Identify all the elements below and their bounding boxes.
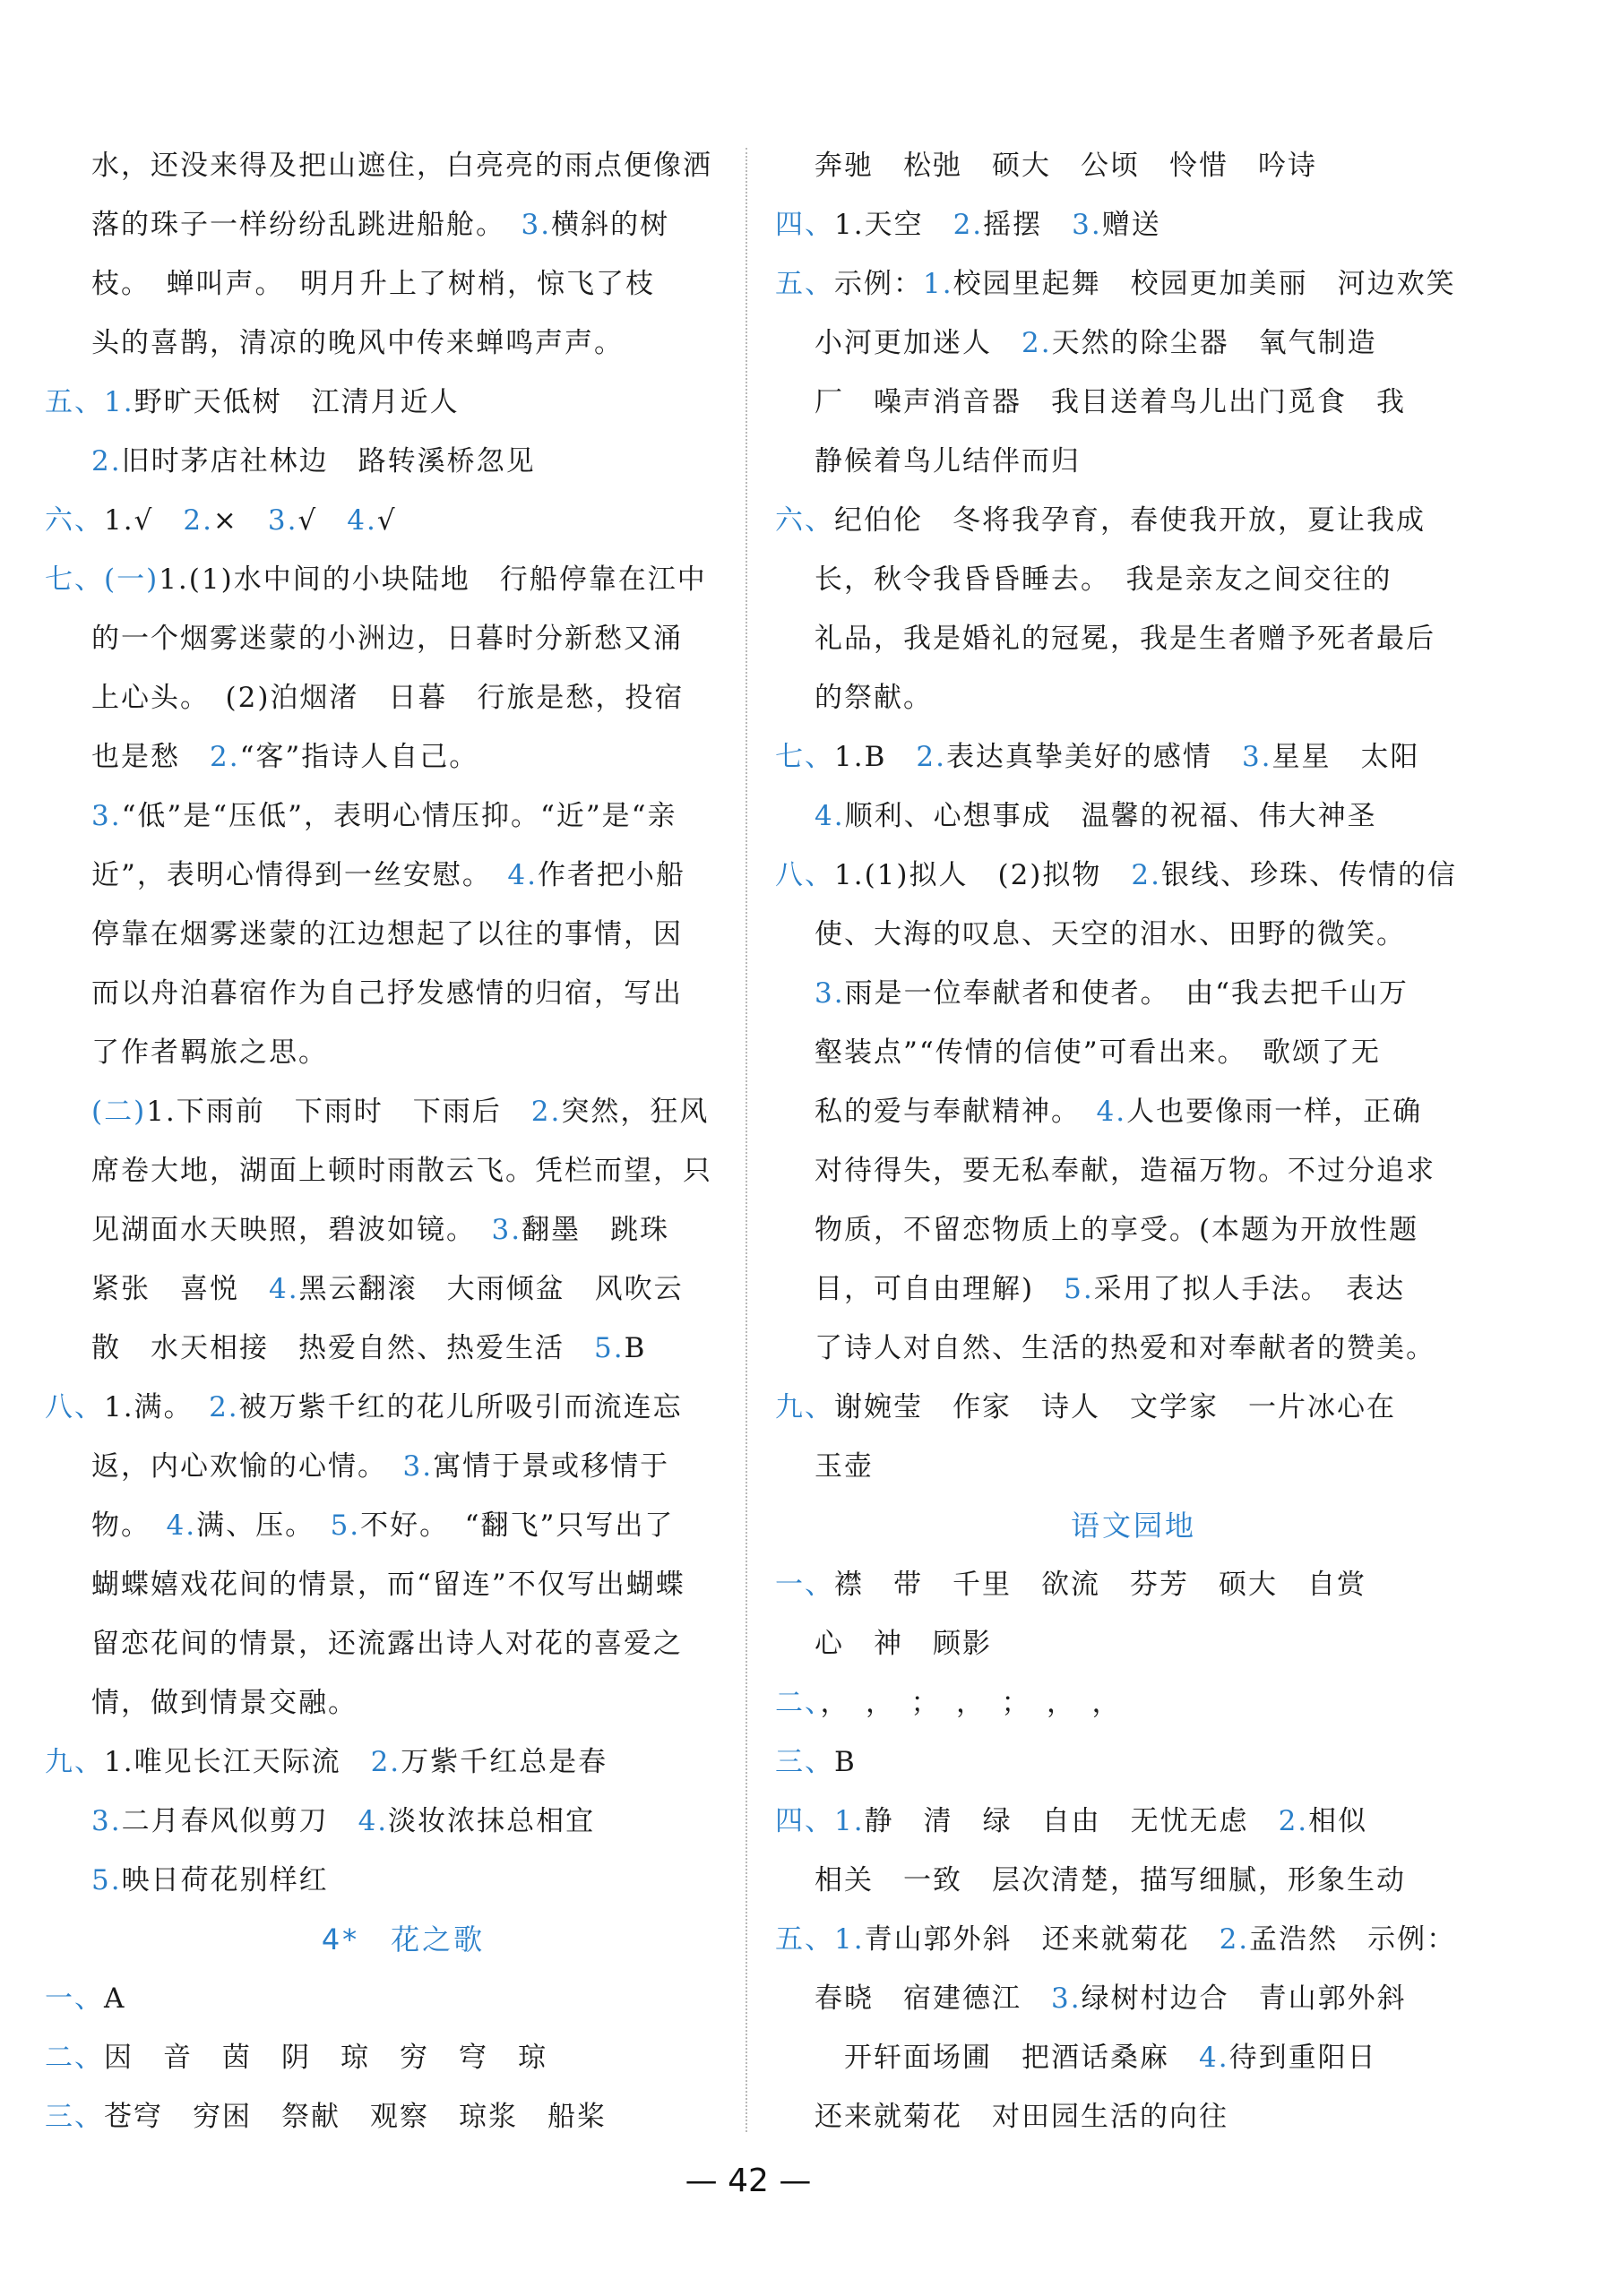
question-number: 二、 [45, 2042, 104, 2074]
answer-line [775, 2087, 1492, 2146]
question-number: 七、(一) [45, 563, 159, 596]
question-number: 2. [916, 741, 946, 773]
answer-text: 淡妆浓抹总相宜 [388, 1805, 596, 1837]
answer-text: 谢婉莹 作家 诗人 文学家 一片冰心在 [834, 1391, 1396, 1423]
answer-line [45, 1023, 762, 1082]
answer-text: 示例： [834, 268, 923, 300]
question-number: 3. [91, 800, 122, 832]
question-number: (二) [91, 1096, 147, 1128]
answer-line [775, 905, 1492, 964]
question-number: 七、 [775, 741, 834, 773]
answer-line [775, 1555, 1492, 1614]
section-heading [45, 1910, 762, 1969]
answer-text: 目，可自由理解) [815, 1273, 1065, 1305]
answer-text: 开轩面场圃 把酒话桑麻 [815, 2042, 1199, 2074]
answer-text: 1.唯见长江天际流 [104, 1746, 371, 1778]
answer-line [45, 491, 762, 550]
answer-text: × [212, 504, 268, 537]
answer-line [775, 1969, 1492, 2028]
question-number: 4. [507, 859, 538, 891]
answer-line [775, 1023, 1492, 1082]
answer-text: 校园里起舞 校园更加美丽 河边欢笑 [953, 268, 1456, 300]
answer-text: 也是愁 [91, 741, 210, 773]
answer-text: 摇摆 [983, 209, 1073, 241]
answer-line [775, 787, 1492, 846]
question-number: 4. [1096, 1096, 1127, 1128]
answer-text: 襟 带 千里 欲流 芬芳 硕大 自赏 [834, 1569, 1366, 1601]
question-number: 2. [953, 209, 984, 241]
answer-line [45, 1851, 762, 1910]
answer-line [775, 609, 1492, 668]
answer-line [45, 727, 762, 787]
question-number: 3. [491, 1214, 522, 1246]
answer-text: 被万紫千红的花儿所吸引而流连忘 [238, 1391, 683, 1423]
answer-text: 奔驰 松弛 硕大 公顷 怜惜 吟诗 [815, 150, 1317, 182]
answer-text: 物。 [91, 1509, 167, 1542]
answer-line [45, 846, 762, 905]
answer-text: 上心头。 (2)泊烟渚 日暮 行旅是愁，投宿 [91, 682, 685, 714]
answer-text: 相似 [1308, 1805, 1368, 1837]
answer-text: 了诗人对自然、生活的热爱和对奉献者的赞美。 [815, 1332, 1435, 1364]
answer-text: 黑云翻滚 大雨倾盆 风吹云 [298, 1273, 684, 1305]
answer-line [45, 195, 762, 254]
answer-line [775, 1082, 1492, 1141]
question-number: 三、 [45, 2101, 104, 2133]
answer-text: 映日荷花别样红 [121, 1864, 329, 1896]
answer-line [45, 1614, 762, 1673]
question-number: 五、1. [775, 1923, 865, 1956]
answer-line [775, 846, 1492, 905]
answer-text: A [104, 1982, 126, 2015]
answer-text: √ [376, 504, 397, 537]
answer-text: 留恋花间的情景，还流露出诗人对花的喜爱之 [91, 1628, 683, 1660]
answer-line [45, 432, 762, 491]
question-number: 四、1. [775, 1805, 865, 1837]
answer-line [45, 1378, 762, 1437]
answer-text: 天然的除尘器 氧气制造 [1051, 327, 1377, 359]
answer-line [45, 550, 762, 609]
question-number: 2. [209, 1391, 239, 1423]
answer-text: 头的喜鹊，清凉的晚风中传来蝉鸣声声。 [91, 327, 624, 359]
question-number: 4. [1199, 2042, 1229, 2074]
question-number: 2. [183, 504, 213, 537]
answer-line [45, 254, 762, 314]
answer-text: 1.天空 [834, 209, 953, 241]
answer-text: 心 神 顾影 [815, 1628, 992, 1660]
answer-line [45, 1792, 762, 1851]
answer-line [45, 905, 762, 964]
answer-text: 采用了拟人手法。 表达 [1093, 1273, 1406, 1305]
answer-text: 了作者羁旅之思。 [91, 1036, 328, 1069]
right-column [775, 136, 1492, 2146]
answer-text: 的一个烟雾迷蒙的小洲边，日暮时分新愁又涌 [91, 623, 683, 655]
answer-text: 紧张 喜悦 [91, 1273, 269, 1305]
answer-text: 壑装点”“传情的信使”可看出来。 歌颂了无 [815, 1036, 1382, 1069]
answer-text: 1.下雨前 下雨时 下雨后 [146, 1096, 531, 1128]
question-number: 4. [166, 1509, 197, 1542]
answer-text: 寓情于景或移情于 [433, 1450, 670, 1483]
answer-text: 礼品，我是婚礼的冠冕，我是生者赠予死者最后 [815, 623, 1435, 655]
column-divider [746, 148, 747, 2132]
answer-text: 旧时茅店社林边 路转溪桥忽见 [121, 445, 536, 477]
answer-line [775, 668, 1492, 727]
question-number: 2. [91, 445, 122, 477]
question-number: 六、 [45, 504, 104, 537]
answer-line [45, 1437, 762, 1496]
question-number: 5. [594, 1332, 625, 1364]
question-number: 4. [269, 1273, 299, 1305]
answer-line [775, 1910, 1492, 1969]
question-number: 3. [815, 977, 845, 1010]
answer-line [45, 609, 762, 668]
answer-text: 绿树村边合 青山郭外斜 [1081, 1982, 1407, 2015]
answer-line [775, 491, 1492, 550]
answer-text: 而以舟泊暮宿作为自己抒发感情的归宿，写出 [91, 977, 683, 1010]
answer-line [45, 1969, 762, 2028]
answer-text: 见湖面水天映照，碧波如镜。 [91, 1214, 492, 1246]
answer-line [775, 550, 1492, 609]
question-number: 一、 [45, 1982, 104, 2015]
answer-line [45, 2087, 762, 2146]
answer-text: 停靠在烟雾迷蒙的江边想起了以往的事情，因 [91, 918, 683, 950]
question-number: 3. [267, 504, 298, 537]
answer-text: “低”是“压低”，表明心情压抑。“近”是“亲 [121, 800, 677, 832]
answer-text: 使、大海的叹息、天空的泪水、田野的微笑。 [815, 918, 1406, 950]
answer-line [775, 254, 1492, 314]
answer-text: 返，内心欢愉的心情。 [91, 1450, 403, 1483]
answer-text: 落的珠子一样纷纷乱跳进船舱。 [91, 209, 522, 241]
question-number: 三、 [775, 1746, 834, 1778]
question-number: 一、 [775, 1569, 834, 1601]
answer-line [775, 136, 1492, 195]
question-number: 5. [1064, 1273, 1094, 1305]
question-number: 2. [1278, 1805, 1309, 1837]
question-number: 4. [358, 1805, 389, 1837]
answer-line [45, 1082, 762, 1141]
question-number: 九、 [775, 1391, 834, 1423]
answer-text: 长，秋令我昏昏睡去。 我是亲友之间交往的 [815, 563, 1392, 596]
answer-line [45, 314, 762, 373]
answer-text: 横斜的树 [551, 209, 670, 241]
question-number: 2. [210, 741, 240, 773]
answer-line [45, 1555, 762, 1614]
question-number: 2. [1131, 859, 1161, 891]
answer-line [45, 1141, 762, 1200]
answer-line [45, 1733, 762, 1792]
question-number: 4. [815, 800, 845, 832]
answer-text: 青山郭外斜 还来就菊花 [864, 1923, 1220, 1956]
answer-text: 翻墨 跳珠 [522, 1214, 670, 1246]
answer-line [45, 1260, 762, 1319]
answer-text: 的祭献。 [815, 682, 933, 714]
answer-text: 私的爱与奉献精神。 [815, 1096, 1097, 1128]
question-number: 2. [530, 1096, 562, 1128]
answer-text: 纪伯伦 冬将我孕育，春使我开放，夏让我成 [834, 504, 1426, 537]
answer-text: 1.B [834, 741, 917, 773]
answer-text: 满、压。 [196, 1509, 331, 1542]
question-number: 二、 [775, 1687, 821, 1719]
answer-text: 枝。 蝉叫声。 明月升上了树梢，惊飞了枝 [91, 268, 655, 300]
answer-text: 水，还没来得及把山遮住，白亮亮的雨点便像洒 [91, 150, 712, 182]
answer-text: 还来就菊花 对田园生活的向往 [815, 2101, 1228, 2133]
answer-text: 野旷天低树 江清月近人 [134, 386, 460, 418]
answer-text: 静候着鸟儿结伴而归 [815, 445, 1081, 477]
question-number: 四、 [775, 209, 834, 241]
answer-text: 静 清 绿 自由 无忧无虑 [864, 1805, 1279, 1837]
answer-line [45, 373, 762, 432]
answer-text: 小河更加迷人 [815, 327, 1022, 359]
answer-line [775, 314, 1492, 373]
page-number: — 42 — [685, 2163, 812, 2199]
answer-line [775, 1673, 1492, 1733]
answer-line [775, 1733, 1492, 1792]
answer-line [775, 1614, 1492, 1673]
answer-line [45, 1496, 762, 1555]
answer-line [775, 195, 1492, 254]
question-number: 3. [402, 1450, 434, 1483]
answer-text: 苍穹 穷困 祭献 观察 琼浆 船桨 [104, 2101, 607, 2133]
answer-text: 雨是一位奉献者和使者。 由“我去把千山万 [844, 977, 1409, 1010]
answer-text: 赠送 [1101, 209, 1161, 241]
answer-line [775, 1319, 1492, 1378]
answer-line [45, 787, 762, 846]
answer-line [775, 1378, 1492, 1437]
answer-text: 因 音 茵 阴 琼 穷 穹 琼 [104, 2042, 547, 2074]
question-number: 八、 [45, 1391, 104, 1423]
question-number: 五、 [775, 268, 834, 300]
answer-text: 1.(1)拟人 (2)拟物 [834, 859, 1132, 891]
answer-text: 表达真挚美好的感情 [945, 741, 1242, 773]
answer-text: 星星 太阳 [1271, 741, 1420, 773]
answer-text: 相关 一致 层次清楚，描写细腻，形象生动 [815, 1864, 1406, 1896]
question-number: 2. [1022, 327, 1052, 359]
answer-text: 厂 噪声消音器 我目送着鸟儿出门觅食 我 [815, 386, 1406, 418]
answer-text: 不好。 “翻飞”只写出了 [360, 1509, 675, 1542]
answer-line [45, 2028, 762, 2087]
answer-text: 作者把小船 [537, 859, 685, 891]
answer-line [775, 727, 1492, 787]
question-number: 九、 [45, 1746, 104, 1778]
question-number: 六、 [775, 504, 834, 537]
answer-text: 万紫千红总是春 [401, 1746, 608, 1778]
answer-text: B [834, 1746, 857, 1778]
answer-text: ， ， ； ， ； ， ， [820, 1687, 1122, 1719]
question-number: 1. [923, 268, 953, 300]
answer-text: 4* 花之歌 [321, 1922, 486, 1956]
answer-text: 顺利、心想事成 温馨的祝福、伟大神圣 [844, 800, 1377, 832]
answer-text: 1.√ [104, 504, 184, 537]
question-number: 3. [521, 209, 552, 241]
answer-text: 对待得失，要无私奉献，造福万物。不过分追求 [815, 1155, 1435, 1187]
answer-text: 突然，狂风 [561, 1096, 710, 1128]
answer-line [45, 1200, 762, 1260]
question-number: 5. [91, 1864, 122, 1896]
answer-line [45, 136, 762, 195]
answer-line [775, 964, 1492, 1023]
question-number: 5. [330, 1509, 361, 1542]
answer-line [775, 1437, 1492, 1496]
answer-line [775, 1851, 1492, 1910]
answer-text: 孟浩然 示例： [1249, 1923, 1457, 1956]
answer-text: 蝴蝶嬉戏花间的情景，而“留连”不仅写出蝴蝶 [91, 1569, 685, 1601]
answer-line [775, 1260, 1492, 1319]
answer-text: 待到重阳日 [1228, 2042, 1377, 2074]
answer-text: √ [297, 504, 348, 537]
answer-line [45, 1319, 762, 1378]
answer-line [775, 1200, 1492, 1260]
answer-text: B [624, 1332, 647, 1364]
question-number: 3. [1051, 1982, 1082, 2015]
answer-text: 散 水天相接 热爱自然、热爱生活 [91, 1332, 594, 1364]
answer-line [775, 2028, 1492, 2087]
question-number: 2. [370, 1746, 401, 1778]
answer-text: 人也要像雨一样，正确 [1126, 1096, 1423, 1128]
answer-text: 银线、珍珠、传情的信 [1160, 859, 1457, 891]
answer-line [775, 373, 1492, 432]
question-number: 4. [347, 504, 377, 537]
answer-line [775, 1792, 1492, 1851]
question-number: 2. [1219, 1923, 1250, 1956]
answer-line [775, 432, 1492, 491]
answer-text: 1.满。 [104, 1391, 210, 1423]
answer-text: “客”指诗人自己。 [239, 741, 479, 773]
answer-text: 春晓 宿建德江 [815, 1982, 1051, 2015]
answer-text: 玉壶 [815, 1450, 874, 1483]
answer-text: 语文园地 [1070, 1509, 1196, 1543]
answer-line [45, 1673, 762, 1733]
question-number: 五、1. [45, 386, 134, 418]
question-number: 3. [91, 1805, 122, 1837]
answer-text: 近”，表明心情得到一丝安慰。 [91, 859, 508, 891]
question-number: 3. [1241, 741, 1272, 773]
answer-text: 物质，不留恋物质上的享受。(本题为开放性题 [815, 1214, 1419, 1246]
section-heading [775, 1496, 1492, 1555]
answer-text: 情，做到情景交融。 [91, 1687, 358, 1719]
answer-line [45, 668, 762, 727]
question-number: 3. [1072, 209, 1102, 241]
question-number: 八、 [775, 859, 834, 891]
left-column [45, 136, 762, 2146]
answer-text: 席卷大地，湖面上顿时雨散云飞。凭栏而望，只 [91, 1155, 712, 1187]
answer-text: 二月春风似剪刀 [121, 1805, 358, 1837]
answer-text: 1.(1)水中间的小块陆地 行船停靠在江中 [159, 563, 707, 596]
answer-line [775, 1141, 1492, 1200]
answer-line [45, 964, 762, 1023]
